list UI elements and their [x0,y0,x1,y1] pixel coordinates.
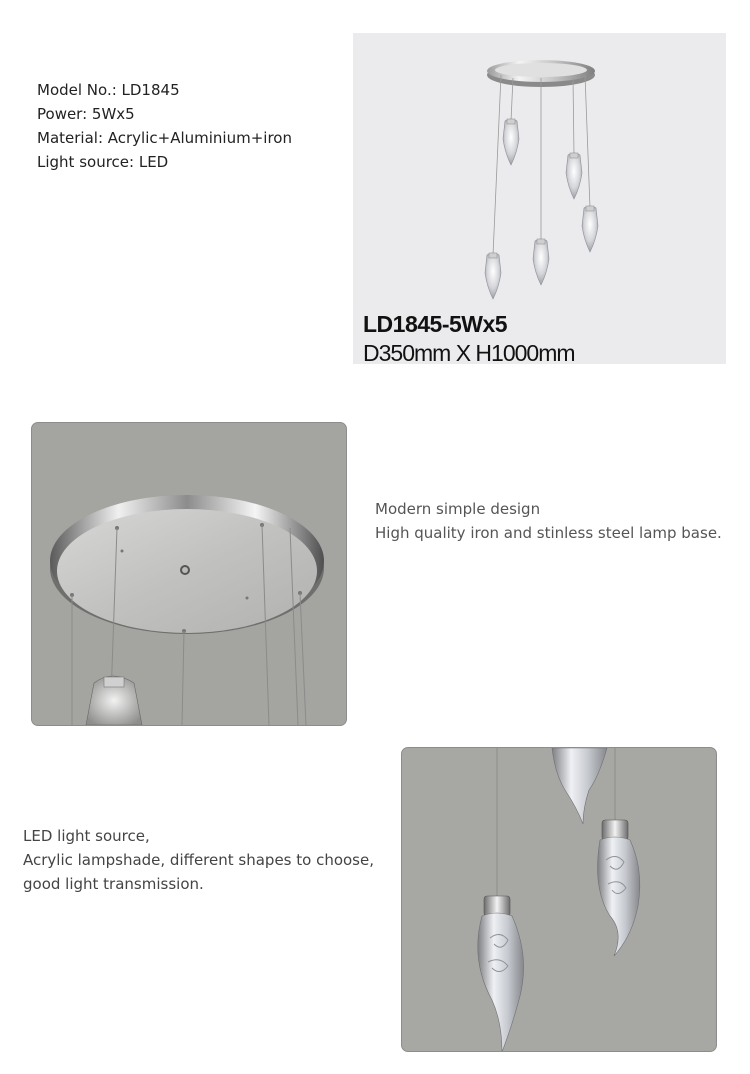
lampshade-description-line-2: Acrylic lampshade, different shapes to choose, [23,851,374,869]
base-description-line-2: High quality iron and stinless steel lamp base. [375,524,722,542]
spec-material: Material: Acrylic+Aluminium+iron [37,129,292,147]
hero-size-label: D350mm X H1000mm [363,340,575,364]
lampshade-description-line-3: good light transmission. [23,875,204,893]
hero-product-image [353,33,726,364]
lampshade-detail-image [401,747,717,1052]
spec-light-source: Light source: LED [37,153,169,171]
base-description [375,497,722,545]
lampshade-description [23,824,374,896]
spec-list [37,78,292,174]
base-description-line-1: Modern simple design [375,500,541,518]
lamp-base-image [31,422,347,726]
lampshade-description-line-1: LED light source, [23,827,150,845]
lampshade-illustration [402,748,716,1051]
hero-model-label: LD1845-5Wx5 [363,311,508,337]
lamp-base-illustration [32,423,346,725]
spec-model-no: Model No.: LD1845 [37,81,180,99]
spec-power: Power: 5Wx5 [37,105,135,123]
